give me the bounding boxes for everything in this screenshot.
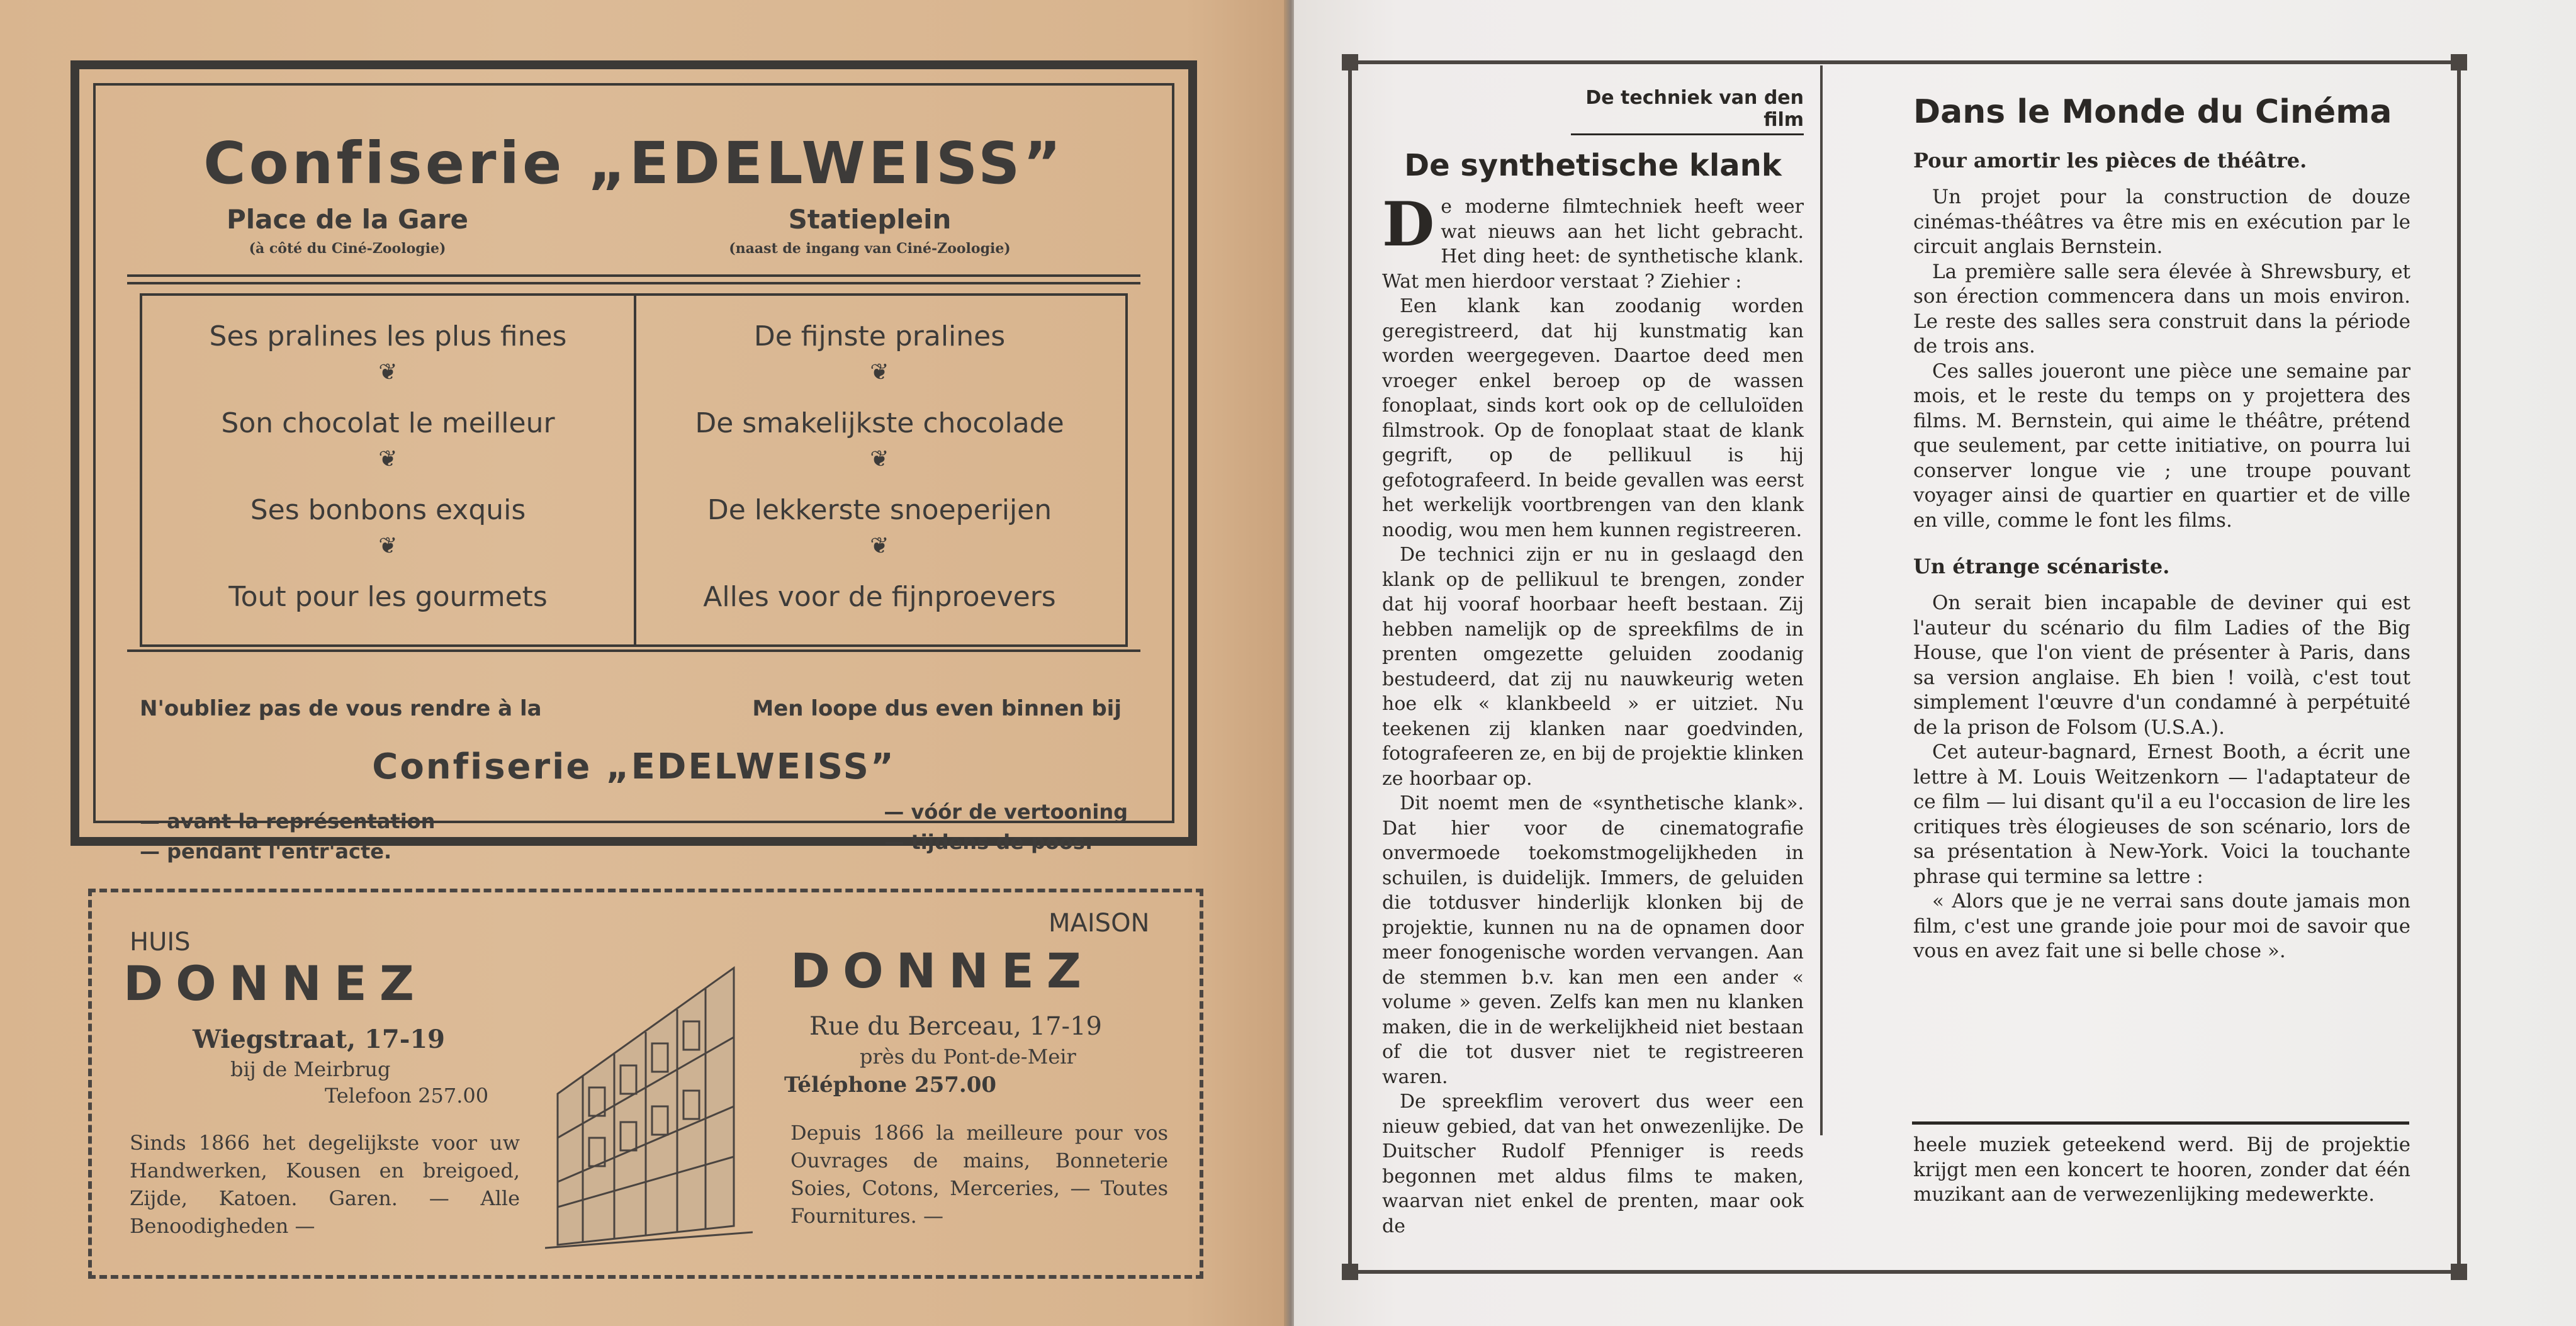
dutch-article (1382, 87, 1804, 1239)
frame-corner (1342, 54, 1358, 70)
edelweiss-fr-when: — avant la représentation — pendant l'entr'acte. (140, 809, 436, 863)
article-paragraph: De moderne filmtechniek heeft weer wat nieuws aan het licht gebracht. Het ding heet: de synthetische klank. Wat men hierdoor verstaat ? Ziehier : (1382, 189, 1804, 293)
donnez-name-nl: DONNEZ (123, 955, 427, 1011)
article-paragraph: Un projet pour la construction de douze cinémas-théâtres va être mis en exécution par le circuit anglais Bernstein. (1913, 186, 2410, 258)
donnez-phone-nl: Telefoon 257.00 (325, 1084, 489, 1108)
donnez-address-fr: Rue du Berceau, 17-19 (809, 1012, 1102, 1041)
edelweiss-fr-invite: N'oubliez pas de vous rendre à la (140, 696, 542, 721)
donnez-name-fr: DONNEZ (790, 943, 1094, 999)
ornament-icon: ❦ (378, 446, 398, 472)
edelweiss-nl-column (634, 315, 1125, 662)
frame-corner (2451, 1264, 2467, 1280)
edelweiss-rule-top (127, 274, 1140, 277)
frame-corner (1342, 1264, 1358, 1280)
ornament-icon: ❦ (378, 533, 398, 559)
article-kicker: De techniek van den film (1571, 87, 1804, 135)
donnez-near-fr: près du Pont-de-Meir (860, 1045, 1076, 1069)
article-paragraph: De spreekflim verovert dus weer een nieuw gebied, dat van het onwezenlijke. De Duitscher Rudolf Pfenniger is reeds begonnen met aldus films te maken, waarvan niet enkel de prenten, maar ook de (1382, 1091, 1804, 1237)
article-paragraph: Ces salles joueront une pièce une semaine par mois, et le reste du temps on y projettera des films. M. Bernstein, qui aime le théâtre, prétend que seulement, par cette initiative, on pourra lui conserver longue vie ; une troupe pouvant voyager ainsi de quartier en quartier et de ville en ville, comme le font les films. (1913, 359, 2410, 532)
edelweiss-fr-column (142, 315, 634, 662)
article-paragraph: « Alors que je ne verrai sans doute jamais mon film, c'est une grande joie pour moi de savoir que vous en avez fait une si belle chose ». (1913, 890, 2410, 962)
edelweiss-nl-location: Statieplein (788, 204, 952, 235)
article-paragraph: On serait bien incapable de deviner qui est l'auteur du scénario du film Ladies of the Big House, que l'on vient de présenter à Paris, dans sa version anglaise. Eh bien ! voilà, c'est tout simplement l'œuvre d'un condamné à perpétuité de la prison de Folsom (U.S.A.). (1913, 592, 2410, 739)
edelweiss-nl-when: — vóór de vertooning — tijdens de poos. (884, 800, 1128, 854)
edelweiss-nl-item: Alles voor de fijnproevers (703, 581, 1056, 613)
continuation-rule (1912, 1121, 2409, 1125)
edelweiss-inner-frame (93, 83, 1174, 863)
article-paragraph: Een klank kan zoodanig worden geregistreerd, dat hij kunstmatig kan worden weergegeven. Daartoe deed men vroeger enkel beroep op de wassen fonoplaat, sinds kort ook op de celluloïden filmstrook. Op de fonoplaat staat de klank gegrift, op de pellikuul is hij gefotografeerd. In beide gevallen was eerst het werkelijk voortbrengen van den klank noodig, wou men hem kunnen registreeren. (1382, 295, 1804, 541)
section-subtitle-theatre: Pour amortir les pièces de théâtre. (1913, 149, 2307, 172)
article-paragraph: La première salle sera élevée à Shrewsbury, et son érection commencera dans un mois environ. Le reste des salles sera construit dans la période de trois ans. (1913, 260, 2410, 357)
edelweiss-fr-item: Tout pour les gourmets (228, 581, 548, 613)
article-paragraph: De technici zijn er nu in geslaagd den klank op de pellikuul te brengen, zonder dat hij vooraf hoorbaar heeft bestaan. Zij hebben namelijk op de spreekfilms de in prenten omgezette geluiden zoodanig bestudeerd, dat zij nu nauwkeurig weten hoe elk « klankbeeld » er uitziet. Nu teekenen zij klanken naar goedvinden, fotografeeren ze, en bij de projektie klinken ze hoorbaar op. (1382, 544, 1804, 790)
article-paragraph: Dit noemt men de «synthetische klank». Dat hier voor de cinematografie onvermoede toekomstmogelijkheden in schuilen, is duidelijk. Immers, de geluiden die totdusver hinderlijk klonken bij de projektie, kunnen nu na de opnamen door meer fonogenische worden vervangen. Aan de stemmen b.v. kan men een ander « volume » geven. Zelfs kan men nu klanken maken, die in de werkelijkheid niet bestaan of die tot dusver niet te registreeren waren. (1382, 792, 1804, 1088)
edelweiss-title: Confiserie „EDELWEISS” (203, 130, 1064, 197)
edelweiss-rule-bottom (127, 649, 1140, 652)
theatre-article-body (1913, 185, 2410, 533)
donnez-near-nl: bij de Meirbrug (230, 1057, 391, 1081)
drop-cap: D (1382, 189, 1435, 260)
donnez-phone-fr: Téléphone 257.00 (784, 1072, 997, 1098)
edelweiss-rule-top-2 (127, 282, 1140, 284)
ornament-icon: ❦ (378, 359, 398, 385)
edelweiss-advertisement (70, 60, 1197, 863)
edelweiss-bottom-name: Confiserie „EDELWEISS” (372, 746, 896, 787)
ornament-icon: ❦ (870, 359, 889, 385)
shop-building-illustration (545, 930, 753, 1251)
edelweiss-fr-location: Place de la Gare (226, 204, 469, 235)
edelweiss-fr-item: Ses bonbons exquis ❦ (142, 488, 634, 575)
donnez-description-nl: Sinds 1866 het degelijkste voor uw Handwerken, Kousen en breigoed, Zijde, Katoen. Garen. — Alle Benoodigheden — (130, 1131, 520, 1238)
ornament-icon: ❦ (870, 533, 889, 559)
donnez-advertisement (88, 889, 1203, 1279)
dutch-article-continuation: heele muziek geteekend werd. Bij de projektie krijgt men een koncert te hooren, zonder dat één muzikant aan de verwezenlijking medewerkte. (1913, 1133, 2410, 1206)
edelweiss-nl-item: De lekkerste snoeperijen ❦ (634, 488, 1125, 575)
article-body (1382, 189, 1804, 1239)
edelweiss-product-box (140, 293, 1128, 647)
edelweiss-nl-item: De fijnste pralines ❦ (634, 315, 1125, 402)
donnez-maison-label: MAISON (1049, 909, 1150, 938)
donnez-huis-label: HUIS (130, 928, 191, 957)
edelweiss-nl-item: De smakelijkste chocolade ❦ (634, 402, 1125, 488)
article-paragraph: Cet auteur-bagnard, Ernest Booth, a écrit une lettre à M. Louis Weitzenkorn — l'adaptateur de ce film — lui disant qu'il a eu l'occasion de lire les critiques très élogieuses de son scénario, lors de sa présentation à New-York. Voici la touchante phrase qui termine sa lettre : (1913, 741, 2410, 888)
french-column (1913, 93, 2410, 964)
donnez-address-nl: Wiegstraat, 17-19 (193, 1025, 445, 1054)
frame-corner (2451, 54, 2467, 70)
article-column-divider (1820, 65, 1823, 1135)
article-headline: De synthetische klank (1404, 148, 1782, 183)
section-subtitle-screenwriter: Un étrange scénariste. (1913, 554, 2170, 578)
screenwriter-article-body (1913, 591, 2410, 964)
section-title: Dans le Monde du Cinéma (1913, 93, 2392, 131)
edelweiss-nl-invite: Men loope dus even binnen bij (752, 696, 1122, 721)
edelweiss-fr-item: Son chocolat le meilleur ❦ (142, 402, 634, 488)
edelweiss-nl-location-note: (naast de ingang van Ciné-Zoologie) (729, 240, 1011, 257)
edelweiss-fr-item: Ses pralines les plus fines ❦ (142, 315, 634, 402)
donnez-description-fr: Depuis 1866 la meilleure pour vos Ouvrages de mains, Bonneterie Soies, Cotons, Merceries, — Toutes Fournitures. — (790, 1121, 1168, 1228)
edelweiss-fr-location-note: (à côté du Ciné-Zoologie) (249, 240, 446, 257)
ornament-icon: ❦ (870, 446, 889, 472)
